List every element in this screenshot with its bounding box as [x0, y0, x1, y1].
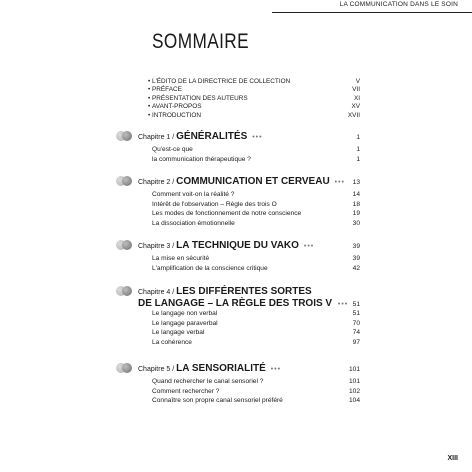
list-item[interactable] — [152, 155, 360, 165]
chapter-number: Chapitre 3 / — [138, 243, 175, 250]
entry-label: L'amplification de la conscience critique — [152, 264, 268, 272]
entry-label: Comment rechercher ? — [152, 387, 220, 395]
chapter-heading[interactable] — [116, 130, 360, 145]
chapter-heading[interactable] — [116, 239, 360, 254]
page-number: XIII — [447, 455, 458, 462]
running-head-text: LA COMMUNICATION DANS LE SOIN — [339, 1, 458, 8]
chapter-number: Chapitre 5 / — [138, 366, 175, 373]
chapter-entries — [152, 309, 360, 347]
list-item[interactable] — [152, 264, 360, 274]
entry-label: • AVANT-PROPOS — [148, 103, 202, 111]
list-item[interactable] — [152, 209, 360, 219]
entry-page: 19 — [352, 210, 360, 217]
chapter-1 — [116, 130, 360, 164]
entry-page: 30 — [352, 219, 360, 227]
chapter-marker: ••• — [334, 179, 345, 186]
entry-label: Quand rechercher le canal sensoriel ? — [152, 378, 264, 385]
front-matter-item[interactable] — [148, 112, 360, 120]
running-head — [272, 0, 472, 13]
entry-label: La cohérence — [152, 338, 192, 346]
entry-page: XI — [353, 94, 360, 102]
entry-label: Comment voit-on la réalité ? — [152, 191, 235, 198]
list-item[interactable] — [152, 338, 360, 348]
front-matter-item[interactable] — [148, 103, 360, 111]
entry-label: Intérêt de l'observation – Règle des trois O — [152, 200, 277, 208]
list-item[interactable] — [152, 145, 360, 155]
chapter-title: COMMUNICATION ET CERVEAU — [176, 176, 330, 187]
bullet-dots-icon — [116, 176, 138, 188]
entry-page: 97 — [352, 338, 360, 346]
entry-label: • PRÉSENTATION DES AUTEURS — [148, 95, 248, 103]
bullet-dots-icon — [116, 363, 138, 375]
chapter-4 — [116, 285, 360, 347]
entry-label: la communication thérapeutique ? — [152, 155, 251, 163]
entry-page: 42 — [352, 264, 360, 272]
entry-page: XVII — [347, 111, 360, 119]
chapter-title: LES DIFFÉRENTES SORTES — [176, 286, 312, 297]
chapter-title-line2: DE LANGAGE – LA RÈGLE DES TROIS V — [138, 298, 333, 309]
chapter-title: GÉNÉRALITÉS — [176, 131, 248, 142]
chapter-entries — [152, 190, 360, 228]
chapter-marker: ••• — [270, 366, 282, 373]
chapter-number: Chapitre 1 / — [138, 134, 175, 141]
entry-page: VII — [352, 86, 360, 94]
entry-page: 39 — [352, 255, 360, 262]
entry-label: La dissociation émotionnelle — [152, 219, 235, 227]
entry-page: 14 — [352, 191, 360, 198]
chapter-number: Chapitre 4 / — [138, 289, 175, 296]
chapter-marker: ••• — [337, 301, 349, 308]
chapter-heading[interactable] — [116, 362, 360, 377]
entry-label: Qu'est-ce que — [152, 146, 193, 153]
list-item[interactable] — [152, 396, 360, 406]
chapter-entries — [152, 377, 360, 406]
bullet-dots-icon — [116, 286, 138, 298]
entry-page: 102 — [348, 387, 360, 395]
entry-page: V — [355, 78, 360, 85]
list-item[interactable] — [152, 254, 360, 264]
entry-page: 18 — [352, 200, 360, 208]
entry-page: XV — [351, 103, 360, 111]
entry-page: 104 — [348, 397, 360, 404]
list-item[interactable] — [152, 328, 360, 338]
entry-label: Le langage non verbal — [152, 310, 218, 317]
list-item[interactable] — [152, 190, 360, 200]
list-item[interactable] — [152, 309, 360, 319]
chapter-title: LA TECHNIQUE DU VAKO — [176, 240, 299, 251]
list-item[interactable] — [152, 319, 360, 329]
chapter-page: 101 — [348, 366, 360, 373]
entry-label: Le langage verbal — [152, 329, 205, 336]
chapter-entries — [152, 145, 360, 164]
chapter-page: 1 — [356, 134, 360, 141]
entry-label: Les modes de fonctionnement de notre conscience — [152, 210, 302, 217]
entry-label: • L'ÉDITO DE LA DIRECTRICE DE COLLECTION — [148, 78, 290, 86]
list-item[interactable] — [152, 387, 360, 397]
entry-label: La mise en sécurité — [152, 255, 210, 262]
list-item[interactable] — [152, 219, 360, 229]
chapter-page: 51 — [352, 301, 360, 308]
entry-label: Connaître son propre canal sensoriel préféré — [152, 397, 283, 404]
chapter-title: LA SENSORIALITÉ — [176, 363, 266, 374]
chapter-page: 13 — [352, 179, 360, 186]
bullet-dots-icon — [116, 131, 138, 143]
entry-page: 70 — [352, 319, 360, 327]
entry-page: 51 — [352, 310, 360, 317]
entry-label: • PRÉFACE — [148, 86, 182, 94]
entry-label: • INTRODUCTION — [148, 112, 201, 120]
chapter-2 — [116, 175, 360, 228]
chapter-5 — [116, 362, 360, 406]
chapter-heading[interactable] — [116, 285, 360, 309]
list-item[interactable] — [152, 377, 360, 387]
chapter-3 — [116, 239, 360, 273]
chapter-number: Chapitre 2 / — [138, 179, 175, 186]
page-title: SOMMAIRE — [152, 30, 250, 53]
bullet-dots-icon — [116, 240, 138, 252]
entry-page: 74 — [352, 329, 360, 336]
front-matter-list — [148, 78, 360, 120]
chapter-entries — [152, 254, 360, 273]
chapter-marker: ••• — [303, 243, 315, 250]
entry-label: Le langage paraverbal — [152, 319, 218, 327]
entry-page: 1 — [356, 155, 360, 163]
entry-page: 101 — [348, 378, 360, 385]
front-matter-item[interactable] — [148, 86, 360, 94]
chapter-marker: ••• — [252, 134, 263, 141]
front-matter-item[interactable] — [148, 95, 360, 103]
entry-page: 1 — [356, 146, 360, 153]
chapter-page: 39 — [352, 243, 360, 250]
list-item[interactable] — [152, 200, 360, 210]
chapter-heading[interactable] — [116, 175, 360, 190]
